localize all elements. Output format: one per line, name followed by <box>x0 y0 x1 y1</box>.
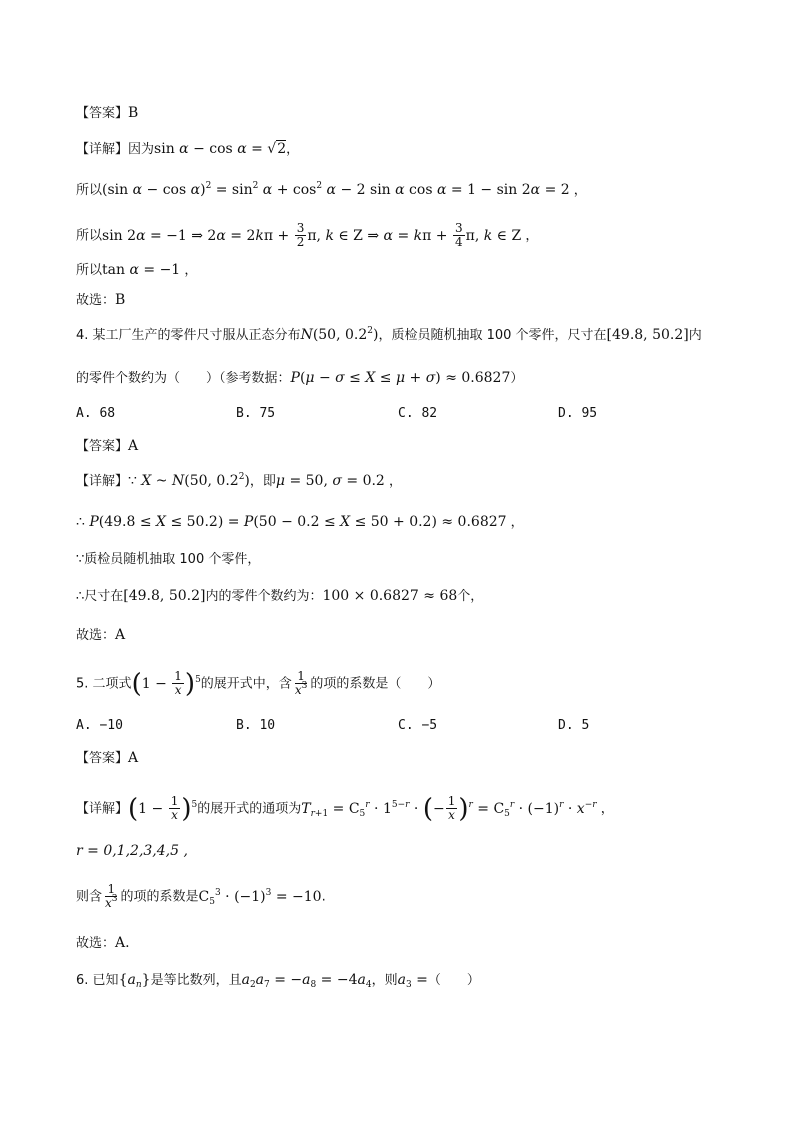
q5-option-a: A. −10 <box>76 718 123 733</box>
q4-interval-2: [49.8, 50.2] <box>123 588 206 604</box>
q3-detail-line: 【详解】因为sin α − cos α = √2， <box>76 141 300 157</box>
q5-option-c: C. −5 <box>398 718 438 733</box>
q6-target: $a_3$ = <box>397 972 428 990</box>
q5-stem-line: 5. 二项式(1 − $\frac{1}{x}$ )$^5$的展开式中，含 $\frac{1}{x^3}$ 的项的系数是（ ） <box>76 668 441 699</box>
q3-given-equation: sin α − cos α = √2 <box>154 141 287 157</box>
q5-detail-line: 【详解】(1 − $\frac{1}{x}$ )$^5$的展开式的通项为$T_{r+1} = C_5^r \cdot 1^{5-r}$ · (− $\frac{1}{x}$ )$^r = C_5^r \cdot (-1)^r \cdot x^{-r}$ ， <box>76 793 614 824</box>
q4-normal-dist: N(50, $0.2^2$) <box>300 326 379 343</box>
q4-therefore-line: ∴尺寸在[49.8, 50.2]内的零件个数约为：100 × 0.6827 ≈ 68个， <box>76 588 484 604</box>
q5-term-2: $\frac{1}{x^3}$ <box>105 882 118 910</box>
q4-interval: [49.8, 50.2] <box>606 327 689 343</box>
q4-reference-data: P(μ − σ ≤ X ≤ μ + σ) ≈ 0.6827 <box>290 370 511 386</box>
q4-detail-line: 【详解】∵ X ~ N(50, $0.2^2$)，即μ = 50, σ = 0.2 ， <box>76 472 402 489</box>
q5-coef-equation: $C_5^3 \cdot (-1)^3 = -10$ <box>198 887 322 907</box>
q5-general-term: $T_{r+1} = C_5^r \cdot 1^{5-r}$ · (− $\frac{1}{x}$ )$^r = C_5^r \cdot (-1)^r \cdot x^{-r}$ <box>301 793 597 824</box>
q4-stem-line-1: 4. 某工厂生产的零件尺寸服从正态分布N(50, $0.2^2$)，质检员随机抽取 100 个零件，尺寸在[49.8, 50.2]内 <box>76 326 702 343</box>
q4-option-d: D. 95 <box>558 406 598 421</box>
q3-square-line: 所以(sin $\alpha - \cos \alpha)^2 = \sin^2 \alpha + \cos^2 \alpha - 2$ sin α cos α = 1 − sin 2α = 2 ， <box>76 181 587 198</box>
q4-prob-line: ∴ P(49.8 ≤ X ≤ 50.2) = P(50 − 0.2 ≤ X ≤ 50 + 0.2) ≈ 0.6827 ， <box>76 514 524 530</box>
q3-square-equation: (sin $\alpha - \cos \alpha)^2 = \sin^2 \alpha + \cos^2 \alpha - 2$ sin α cos α = 1 − sin 2α = 2 <box>102 181 570 198</box>
q3-solve-line: 所以sin 2α = −1 ⇒ 2α = 2kπ + $\frac{3}{2}$ π, k ∈ Z ⇒ α = kπ + $\frac{3}{4}$ π, k ∈ Z ， <box>76 221 539 249</box>
q5-final-line: 故选：A. <box>76 935 130 951</box>
q4-option-a: A. 68 <box>76 406 116 421</box>
q3-tan-equation: tan α = −1 <box>102 262 181 278</box>
q4-option-c: C. 82 <box>398 406 438 421</box>
q6-stem-line: 6. 已知$\{a_n\}$是等比数列，且$a_2a_7 = -a_8 = -4a_4$，则$a_3$ =（ ） <box>76 972 480 990</box>
q4-stem-line-2: 的零件个数约为（ ）（参考数据：P(μ − σ ≤ X ≤ μ + σ) ≈ 0.6827） <box>76 370 524 386</box>
q3-answer-line: 【答案】B <box>76 105 139 121</box>
q3-final-line: 故选：B <box>76 292 126 308</box>
q4-count-equation: 100 × 0.6827 ≈ 68 <box>322 588 458 604</box>
q4-final-line: 故选：A <box>76 627 126 643</box>
q5-binomial: (1 − $\frac{1}{x}$ )$^5$ <box>131 668 201 699</box>
q4-params: μ = 50, σ = 0.2 <box>275 473 385 489</box>
q5-binomial-2: (1 − $\frac{1}{x}$ )$^5$ <box>128 793 198 824</box>
q5-r-line: r = 0,1,2,3,4,5 , <box>76 843 188 859</box>
q3-tan-line: 所以tan α = −1 ， <box>76 262 198 278</box>
q5-coef-line: 则含 $\frac{1}{x^3}$ 的项的系数是$C_5^3 \cdot (-1)^3 = -10$. <box>76 882 326 910</box>
q5-option-d: D. 5 <box>558 718 590 733</box>
q4-answer-line: 【答案】A <box>76 438 139 454</box>
q4-because-line: ∵质检员随机抽取 100 个零件， <box>76 552 261 567</box>
q6-sequence: $\{a_n\}$ <box>118 972 151 990</box>
q5-term: $\frac{1}{x^3}$ <box>294 669 308 697</box>
q4-option-b: B. 75 <box>236 406 276 421</box>
q3-solve-equation: sin 2α = −1 ⇒ 2α = 2kπ + $\frac{3}{2}$ π, k ∈ Z ⇒ α = kπ + $\frac{3}{4}$ π, k ∈ Z <box>102 221 522 249</box>
q5-answer-line: 【答案】A <box>76 750 139 766</box>
q4-prob-equation: ∴ P(49.8 ≤ X ≤ 50.2) = P(50 − 0.2 ≤ X ≤ 50 + 0.2) ≈ 0.6827 <box>76 514 507 530</box>
q6-condition: $a_2a_7 = -a_8 = -4a_4$ <box>241 972 372 990</box>
q5-option-b: B. 10 <box>236 718 276 733</box>
q4-given: ∵ X ~ N(50, $0.2^2$) <box>128 472 250 489</box>
